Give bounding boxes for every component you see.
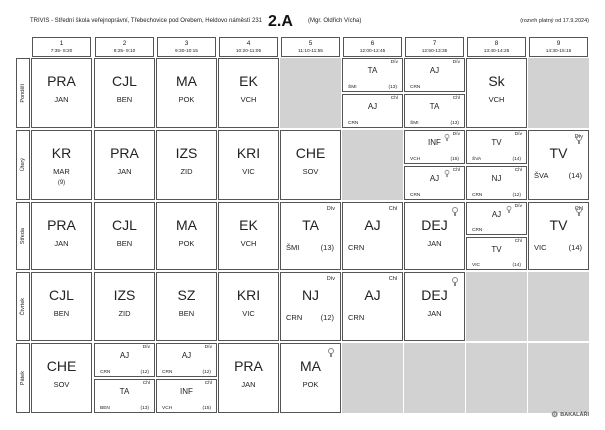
period-header xyxy=(95,37,154,57)
key-icon xyxy=(445,170,450,177)
day-name: Pondělí xyxy=(20,83,26,103)
lesson-teacher: POK xyxy=(178,239,195,248)
lesson-subject: AJ xyxy=(429,66,440,75)
lesson-group: Chl xyxy=(452,168,460,173)
lesson-subject: KRI xyxy=(236,145,261,161)
period-time: 11:10-11:55 xyxy=(298,49,323,54)
lesson-teacher: VIC xyxy=(242,167,255,176)
lesson-teacher: VIC xyxy=(472,263,480,268)
empty-slot xyxy=(466,343,527,413)
lesson-cell[interactable] xyxy=(31,130,92,200)
lesson-teacher: POK xyxy=(178,95,195,104)
lesson-subject: TA xyxy=(302,217,319,233)
period-header xyxy=(529,37,588,57)
lesson-half-cell[interactable] xyxy=(466,130,527,164)
lesson-teacher: SOV xyxy=(302,167,319,176)
lesson-half-cell[interactable] xyxy=(342,94,403,128)
empty-slot xyxy=(342,343,403,413)
lesson-subject: TA xyxy=(367,66,378,75)
lesson-subject: INF xyxy=(428,138,441,147)
lesson-subject: CHE xyxy=(295,145,326,161)
key-icon xyxy=(445,134,450,141)
lesson-teacher: CRN xyxy=(348,121,359,126)
lesson-teacher: BEN xyxy=(100,406,110,411)
day-label xyxy=(16,272,30,341)
period-number: 9 xyxy=(556,40,561,47)
period-number: 2 xyxy=(122,40,127,47)
key-icon xyxy=(507,206,512,213)
period-header xyxy=(32,37,91,57)
lesson-cell[interactable] xyxy=(31,202,92,270)
day-label xyxy=(16,58,30,128)
lesson-subject: EK xyxy=(239,217,258,233)
lesson-teacher: MAR xyxy=(53,167,70,176)
lesson-group: Dív xyxy=(452,132,460,137)
lesson-teacher: JAN xyxy=(427,239,442,248)
lesson-group: Chl xyxy=(514,168,522,173)
period-time: 9:30-10:15 xyxy=(175,49,198,54)
lesson-teacher: BEN xyxy=(116,95,133,104)
lesson-cell[interactable] xyxy=(528,130,589,200)
lesson-teacher: VCH xyxy=(488,95,505,104)
lesson-subject: DEJ xyxy=(421,217,448,233)
lesson-room: (14) xyxy=(512,157,521,162)
lesson-room: (13) xyxy=(388,85,397,90)
key-icon xyxy=(452,207,458,216)
lesson-subject: PRA xyxy=(47,217,76,233)
lesson-group: Dív xyxy=(514,132,522,137)
lesson-room: (12) xyxy=(140,370,149,375)
empty-slot xyxy=(404,343,465,413)
period-time: 14:30-15:15 xyxy=(545,49,572,54)
lesson-teacher: ŠMI xyxy=(410,121,419,126)
lesson-subject: AJ xyxy=(491,210,502,219)
lesson-subject: CJL xyxy=(112,217,137,233)
lesson-subject: PRA xyxy=(234,358,263,374)
period-header xyxy=(405,37,464,57)
validity-note: (rozvrh platný od 17.9.2024) xyxy=(520,18,589,24)
lesson-subject: PRA xyxy=(110,145,139,161)
lesson-cell[interactable] xyxy=(528,202,589,270)
lesson-subject: Sk xyxy=(488,73,505,89)
lesson-subject: SZ xyxy=(177,287,196,303)
lesson-subject: NJ xyxy=(491,174,502,183)
lesson-teacher: ŠMI xyxy=(286,243,300,252)
day-name: Středa xyxy=(20,227,26,245)
lesson-cell[interactable] xyxy=(156,202,217,270)
empty-slot xyxy=(466,272,527,341)
lesson-cell[interactable] xyxy=(342,272,403,341)
lesson-cell[interactable] xyxy=(218,343,279,413)
lesson-group: Dív xyxy=(514,204,522,209)
lesson-cell[interactable] xyxy=(280,130,341,200)
empty-slot xyxy=(280,58,341,128)
lesson-subject: MA xyxy=(176,217,197,233)
key-icon xyxy=(328,348,334,357)
lesson-group: Chl xyxy=(574,206,583,212)
lesson-teacher: SOV xyxy=(53,380,70,389)
empty-slot xyxy=(528,343,589,413)
lesson-group: Chl xyxy=(388,276,397,282)
day-name: Pátek xyxy=(20,370,26,386)
lesson-teacher: ŠVA xyxy=(534,171,549,180)
lesson-half-cell[interactable] xyxy=(94,379,155,413)
lesson-room: (9) xyxy=(57,180,66,186)
lesson-cell[interactable] xyxy=(218,58,279,128)
lesson-cell[interactable] xyxy=(31,343,92,413)
period-number: 5 xyxy=(308,40,313,47)
lesson-group: Dív xyxy=(142,345,150,350)
lesson-subject: DEJ xyxy=(421,287,448,303)
lesson-half-cell[interactable] xyxy=(466,202,527,235)
lesson-teacher: JAN xyxy=(54,239,69,248)
lesson-subject: MA xyxy=(300,358,321,374)
period-header xyxy=(343,37,402,57)
lesson-group: Dív xyxy=(452,60,460,65)
lesson-subject: IZS xyxy=(175,145,198,161)
gear-logo-icon: ⚙ xyxy=(551,410,559,419)
lesson-subject: AJ xyxy=(367,102,378,111)
logo-text: BAKALÁŘI xyxy=(560,411,589,418)
lesson-room: (13) xyxy=(140,406,149,411)
lesson-subject: TA xyxy=(119,387,130,396)
lesson-half-cell[interactable] xyxy=(404,130,465,164)
lesson-teacher: VIC xyxy=(534,243,547,252)
day-label xyxy=(16,202,30,270)
lesson-cell[interactable] xyxy=(404,272,465,341)
lesson-group: Dív xyxy=(326,276,335,282)
key-icon xyxy=(576,207,582,216)
lesson-room: (14) xyxy=(568,171,582,180)
lesson-teacher: ZID xyxy=(118,309,131,318)
lesson-teacher: CRN xyxy=(348,243,365,252)
lesson-teacher: JAN xyxy=(241,380,256,389)
lesson-subject: AJ xyxy=(429,174,440,183)
lesson-cell[interactable] xyxy=(31,58,92,128)
lesson-group: Chl xyxy=(388,206,397,212)
lesson-room: (14) xyxy=(512,263,521,268)
key-icon xyxy=(452,277,458,286)
lesson-subject: PRA xyxy=(47,73,76,89)
lesson-subject: AJ xyxy=(364,217,381,233)
period-number: 6 xyxy=(370,40,375,47)
lesson-cell[interactable] xyxy=(156,58,217,128)
lesson-teacher: CRN xyxy=(348,313,365,322)
lesson-cell[interactable] xyxy=(31,272,92,341)
lesson-subject: CJL xyxy=(49,287,74,303)
lesson-half-cell[interactable] xyxy=(404,94,465,128)
lesson-cell[interactable] xyxy=(404,202,465,270)
lesson-subject: TV xyxy=(491,138,502,147)
lesson-room: (12) xyxy=(320,313,334,322)
lesson-subject: TV xyxy=(491,245,502,254)
period-number: 1 xyxy=(59,40,64,47)
lesson-teacher: VCH xyxy=(410,157,421,162)
period-number: 3 xyxy=(184,40,189,47)
class-name: 2.A xyxy=(268,13,293,30)
period-number: 4 xyxy=(246,40,251,47)
lesson-teacher: ŠVA xyxy=(472,157,482,162)
lesson-teacher: JAN xyxy=(117,167,132,176)
lesson-subject: INF xyxy=(180,387,193,396)
lesson-group: Dív xyxy=(326,206,335,212)
lesson-teacher: CRN xyxy=(410,193,421,198)
lesson-group: Chl xyxy=(204,381,212,386)
lesson-half-cell[interactable] xyxy=(466,237,527,270)
lesson-teacher: CRN xyxy=(162,370,173,375)
class-teacher: (Mgr. Oldřich Vícha) xyxy=(308,18,362,24)
day-label xyxy=(16,130,30,200)
lesson-subject: MA xyxy=(176,73,197,89)
lesson-teacher: CRN xyxy=(472,228,483,233)
lesson-cell[interactable] xyxy=(94,58,155,128)
lesson-room: (14) xyxy=(568,243,582,252)
period-time: 8:25- 9:10 xyxy=(113,49,136,54)
lesson-cell[interactable] xyxy=(94,130,155,200)
period-number: 7 xyxy=(432,40,437,47)
lesson-teacher: CRN xyxy=(100,370,111,375)
lesson-cell[interactable] xyxy=(156,272,217,341)
lesson-teacher: VCH xyxy=(240,239,257,248)
lesson-teacher: BEN xyxy=(116,239,133,248)
lesson-room: (13) xyxy=(450,121,459,126)
period-header xyxy=(281,37,340,57)
period-time: 12:00-12:45 xyxy=(359,49,386,54)
day-name: Čtvrtek xyxy=(20,297,26,316)
lesson-subject: KR xyxy=(51,145,72,161)
lesson-subject: IZS xyxy=(113,287,136,303)
lesson-cell[interactable] xyxy=(466,58,527,128)
lesson-teacher: JAN xyxy=(54,95,69,104)
lesson-room: (15) xyxy=(450,157,459,162)
lesson-half-cell[interactable] xyxy=(342,58,403,92)
lesson-room: (12) xyxy=(512,193,521,198)
lesson-cell[interactable] xyxy=(94,202,155,270)
lesson-teacher: CRN xyxy=(472,193,483,198)
lesson-room: (15) xyxy=(202,406,211,411)
empty-slot xyxy=(342,130,403,200)
lesson-cell[interactable] xyxy=(280,343,341,413)
lesson-subject: CJL xyxy=(112,73,137,89)
day-name: Úterý xyxy=(20,158,26,172)
lesson-half-cell[interactable] xyxy=(466,166,527,200)
period-time: 12:50-13:35 xyxy=(421,49,448,54)
lesson-teacher: BEN xyxy=(178,309,195,318)
lesson-cell[interactable] xyxy=(94,272,155,341)
lesson-subject: TV xyxy=(549,217,568,233)
lesson-cell[interactable] xyxy=(280,272,341,341)
empty-slot xyxy=(528,58,589,128)
lesson-teacher: JAN xyxy=(427,309,442,318)
lesson-cell[interactable] xyxy=(218,130,279,200)
lesson-teacher: CRN xyxy=(286,313,303,322)
lesson-group: Chl xyxy=(142,381,150,386)
period-header xyxy=(157,37,216,57)
lesson-room: (12) xyxy=(202,370,211,375)
lesson-group: Chl xyxy=(452,96,460,101)
lesson-teacher: CRN xyxy=(410,85,421,90)
lesson-teacher: ŠMI xyxy=(348,85,357,90)
day-label xyxy=(16,343,30,413)
lesson-subject: NJ xyxy=(301,287,320,303)
lesson-half-cell[interactable] xyxy=(404,58,465,92)
lesson-subject: EK xyxy=(239,73,258,89)
school-name: TRIVIS - Střední škola veřejnoprávní, Třebechovice pod Orebem, Heldovo náměstí 231 xyxy=(30,18,263,24)
lesson-cell[interactable] xyxy=(218,202,279,270)
lesson-half-cell[interactable] xyxy=(156,343,217,377)
lesson-cell[interactable] xyxy=(342,202,403,270)
lesson-subject: CHE xyxy=(46,358,77,374)
lesson-half-cell[interactable] xyxy=(404,166,465,200)
lesson-subject: KRI xyxy=(236,287,261,303)
lesson-teacher: ZID xyxy=(180,167,193,176)
period-time: 13:40-14:25 xyxy=(483,49,510,54)
lesson-group: Dív xyxy=(574,134,583,140)
lesson-cell[interactable] xyxy=(280,202,341,270)
period-time: 7:35- 8:20 xyxy=(50,49,73,54)
lesson-teacher: POK xyxy=(302,380,319,389)
lesson-teacher: VCH xyxy=(240,95,257,104)
lesson-subject: AJ xyxy=(119,351,130,360)
lesson-subject: TA xyxy=(429,102,440,111)
lesson-subject: AJ xyxy=(181,351,192,360)
lesson-room: (13) xyxy=(320,243,334,252)
lesson-half-cell[interactable] xyxy=(94,343,155,377)
key-icon xyxy=(576,135,582,144)
lesson-group: Chl xyxy=(390,96,398,101)
lesson-subject: AJ xyxy=(364,287,381,303)
period-header xyxy=(467,37,526,57)
lesson-cell[interactable] xyxy=(218,272,279,341)
lesson-teacher: VCH xyxy=(162,406,173,411)
period-header xyxy=(219,37,278,57)
bakalari-logo xyxy=(551,410,589,419)
lesson-half-cell[interactable] xyxy=(156,379,217,413)
lesson-group: Dív xyxy=(390,60,398,65)
lesson-group: Dív xyxy=(204,345,212,350)
lesson-teacher: VIC xyxy=(242,309,255,318)
lesson-teacher: BEN xyxy=(53,309,70,318)
period-number: 8 xyxy=(494,40,499,47)
lesson-subject: TV xyxy=(549,145,568,161)
lesson-group: Chl xyxy=(514,239,522,244)
empty-slot xyxy=(528,272,589,341)
lesson-cell[interactable] xyxy=(156,130,217,200)
period-time: 10:20-11:05 xyxy=(235,49,262,54)
